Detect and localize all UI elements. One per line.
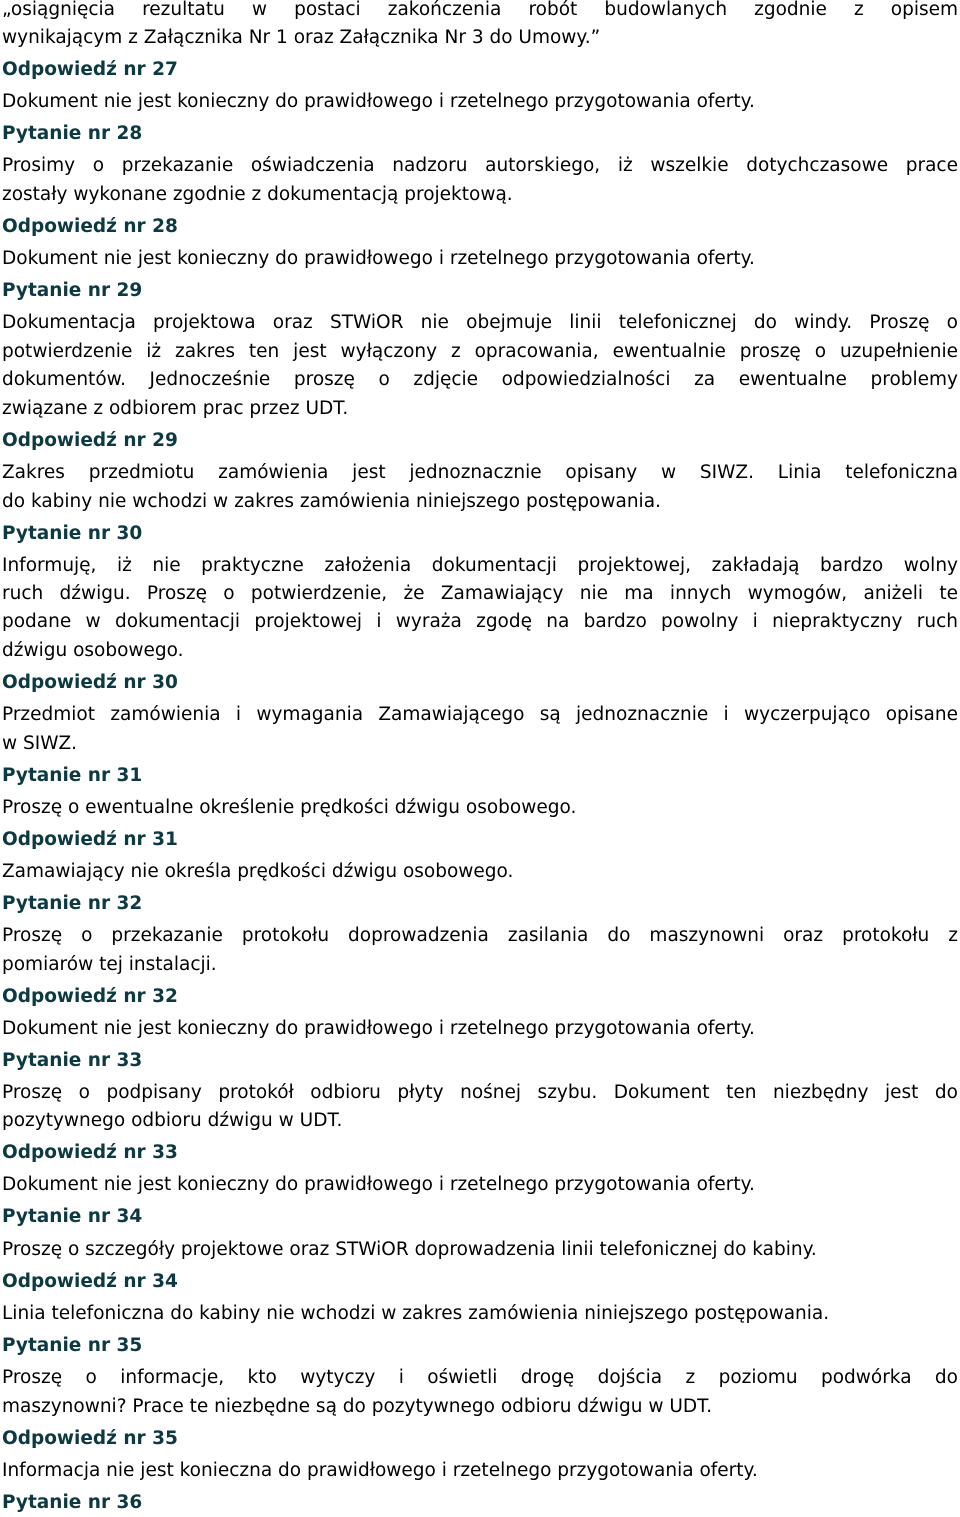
text-line: podane w dokumentacji projektowej i wyraża zgodę na bardzo powolny i niepraktyczny ruch [2,611,958,632]
question-heading: Pytanie nr 28 [2,123,143,144]
text-line: Informacja nie jest konieczna do prawidłowego i rzetelnego przygotowania oferty. [2,1460,758,1481]
text-line: Zamawiający nie określa prędkości dźwigu osobowego. [2,861,514,882]
text-line: Proszę o informacje, kto wytyczy i oświetli drogę dojścia z poziomu podwórka do [2,1367,958,1388]
text-line: dokumentów. Jednocześnie proszę o zdjęcie odpowiedzialności za ewentualne problemy [2,369,958,390]
answer-heading: Odpowiedź nr 33 [2,1142,178,1163]
text-line: potwierdzenie iż zakres ten jest wyłączony z opracowania, ewentualnie proszę o uzupełnienie [2,341,958,362]
question-heading: Pytanie nr 36 [2,1492,143,1513]
text-line: Dokument nie jest konieczny do prawidłowego i rzetelnego przygotowania oferty. [2,91,755,112]
text-line: ruch dźwigu. Proszę o potwierdzenie, że Zamawiający nie ma innych wymogów, aniżeli te [2,583,958,604]
answer-heading: Odpowiedź nr 35 [2,1428,178,1449]
text-line: maszynowni? Prace te niezbędne są do pozytywnego odbioru dźwigu w UDT. [2,1396,713,1417]
text-line: Prosimy o przekazanie oświadczenia nadzoru autorskiego, iż wszelkie dotychczasowe prace [2,155,958,176]
text-line: związane z odbiorem prac przez UDT. [2,398,349,419]
answer-heading: Odpowiedź nr 29 [2,430,178,451]
text-line: pozytywnego odbioru dźwigu w UDT. [2,1110,343,1131]
text-line: Zakres przedmiotu zamówienia jest jednoznacznie opisany w SIWZ. Linia telefoniczna [2,462,958,483]
text-line: pomiarów tej instalacji. [2,954,217,975]
answer-heading: Odpowiedź nr 28 [2,216,178,237]
text-line: dźwigu osobowego. [2,640,184,661]
text-line: w SIWZ. [2,733,78,754]
question-heading: Pytanie nr 30 [2,523,143,544]
text-line: Przedmiot zamówienia i wymagania Zamawiającego są jednoznacznie i wyczerpująco opisane [2,704,958,725]
text-line: wynikającym z Załącznika Nr 1 oraz Załącznika Nr 3 do Umowy.” [2,27,601,48]
text-line: Proszę o przekazanie protokołu doprowadzenia zasilania do maszynowni oraz protokołu z [2,925,958,946]
text-line: Dokumentacja projektowa oraz STWiOR nie obejmuje linii telefonicznej do windy. Proszę o [2,312,958,333]
text-line: Proszę o ewentualne określenie prędkości dźwigu osobowego. [2,797,577,818]
text-line: Dokument nie jest konieczny do prawidłowego i rzetelnego przygotowania oferty. [2,248,755,269]
question-heading: Pytanie nr 32 [2,893,143,914]
answer-heading: Odpowiedź nr 34 [2,1271,178,1292]
question-heading: Pytanie nr 29 [2,280,143,301]
question-heading: Pytanie nr 34 [2,1206,143,1227]
answer-heading: Odpowiedź nr 27 [2,59,178,80]
text-line: „osiągnięcia rezultatu w postaci zakończenia robót budowlanych zgodnie z opisem [2,0,958,20]
answer-heading: Odpowiedź nr 31 [2,829,178,850]
answer-heading: Odpowiedź nr 30 [2,672,178,693]
text-line: Proszę o podpisany protokół odbioru płyty nośnej szybu. Dokument ten niezbędny jest do [2,1082,958,1103]
text-line: Informuję, iż nie praktyczne założenia dokumentacji projektowej, zakładają bardzo wolny [2,555,958,576]
text-line: Linia telefoniczna do kabiny nie wchodzi w zakres zamówienia niniejszego postępowania. [2,1303,830,1324]
text-line: Proszę o szczegóły projektowe oraz STWiOR doprowadzenia linii telefonicznej do kabiny. [2,1239,817,1260]
question-heading: Pytanie nr 33 [2,1050,143,1071]
text-line: do kabiny nie wchodzi w zakres zamówienia niniejszego postępowania. [2,491,661,512]
text-line: zostały wykonane zgodnie z dokumentacją projektową. [2,184,513,205]
text-line: Dokument nie jest konieczny do prawidłowego i rzetelnego przygotowania oferty. [2,1018,755,1039]
question-heading: Pytanie nr 35 [2,1335,143,1356]
question-heading: Pytanie nr 31 [2,765,143,786]
text-line: Dokument nie jest konieczny do prawidłowego i rzetelnego przygotowania oferty. [2,1174,755,1195]
answer-heading: Odpowiedź nr 32 [2,986,178,1007]
